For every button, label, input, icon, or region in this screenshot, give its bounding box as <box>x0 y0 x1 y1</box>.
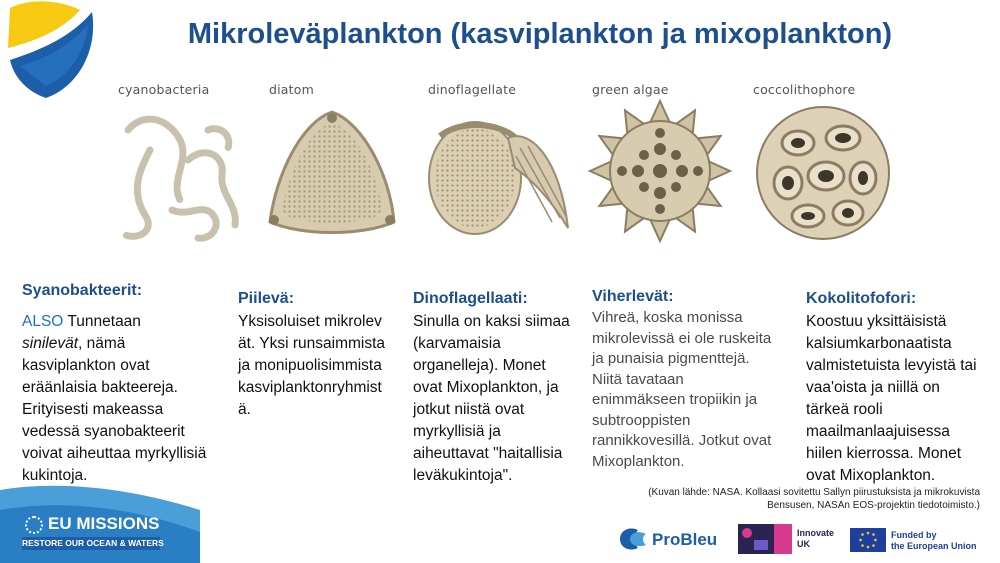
innovate-bar <box>774 524 792 554</box>
innovate-uk-text <box>797 528 834 550</box>
text-coccolithophore: Koostuu yksittäisistä kalsiumkarbonaatista valmistetuista levyistä tai vaa'oista ja niillä on tärkeä rooli maailmanlaajuisessa hiilen kierrossa. Monet ovat Mixoplankton. <box>806 313 977 484</box>
caption-diatom: diatom <box>269 82 314 97</box>
caption-cyanobacteria: cyanobacteria <box>118 82 210 97</box>
eu-flag-icon <box>850 528 886 552</box>
heading-dinoflagellate: Dinoflagellaati: <box>413 290 528 307</box>
heading-diatom: Piilevä: <box>238 290 295 307</box>
coccolithophore-illustration <box>748 98 898 248</box>
caption-green-algae: green algae <box>592 82 669 97</box>
heading-coccolithophore: Kokolitofofori: <box>806 290 917 307</box>
text-diatom: Yksisoluiset mikrolevät. Yksi runsaimmista ja monipuolisimmista kasviplanktonryhmistä. <box>238 313 386 418</box>
dinoflagellate-illustration <box>420 98 580 248</box>
text-cyanobacteria <box>22 311 212 487</box>
caption-dinoflagellate: dinoflagellate <box>428 82 517 97</box>
ukri-block-icon <box>754 540 768 550</box>
heading-green-algae: Viherlevät: <box>592 288 674 305</box>
green-algae-illustration <box>585 96 735 246</box>
text-body: kasviplankton ovat eräänlaisia bakteereja. Erityisesti makeassa vedessä syanobakteerit voivat aiheuttaa myrkyllisiä kukintoja. <box>22 357 207 484</box>
eu-stars-icon <box>25 516 43 534</box>
text-dinoflagellate: Sinulla on kaksi siimaa (karvamaisia organelleja). Monet ovat Mixoplankton, ja jotkut niistä ovat myrkyllisiä ja aiheuttavat "haitallisia leväkukintoja". <box>413 313 570 484</box>
funded-line2: the European Union <box>891 541 977 551</box>
italic-sinilevat: sinilevät <box>22 335 78 352</box>
corner-logo <box>0 0 100 105</box>
text-line1: Tunnetaan <box>63 313 141 330</box>
funded-line1: Funded by <box>891 530 937 540</box>
eu-missions-title: EU MISSIONS <box>48 514 160 533</box>
ukri-logo <box>738 524 774 554</box>
caption-coccolithophore: coccolithophore <box>753 82 856 97</box>
eu-missions-banner <box>22 537 164 550</box>
innovate-line2: UK <box>797 539 810 549</box>
cyanobacteria-illustration <box>110 100 250 250</box>
innovate-line1: Innovate <box>797 528 835 538</box>
probleu-logo-text: ProBleu <box>652 530 718 549</box>
ukri-dot-icon <box>742 528 752 538</box>
diatom-illustration <box>262 104 402 244</box>
also-label: ALSO <box>22 313 64 330</box>
eu-missions-subtitle: RESTORE OUR OCEAN & WATERS <box>22 538 164 548</box>
text-after-italic: , nämä <box>78 335 126 352</box>
heading-cyanobacteria: Syanobakteerit: <box>22 282 143 299</box>
page-title: Mikroleväplankton (kasviplankton ja mixoplankton) <box>187 18 893 50</box>
image-source-note: (Kuvan lähde: NASA. Kollaasi sovitettu Sallyn piirustuksista ja mikrokuvista Bensusen, NASAn EOS-projektin tiedotoimisto.) <box>648 487 980 511</box>
text-green-algae: Vihreä, koska monissa mikrolevissä ei ole ruskeita ja punaisia pigmenttejä. Niitä tavataan enimmäkseen tropiikin ja subtrooppisten rannikkovesillä. Jotkut ovat Mixoplankton. <box>592 309 772 470</box>
funded-by-eu-text <box>891 530 977 552</box>
probleu-icon <box>616 526 650 552</box>
